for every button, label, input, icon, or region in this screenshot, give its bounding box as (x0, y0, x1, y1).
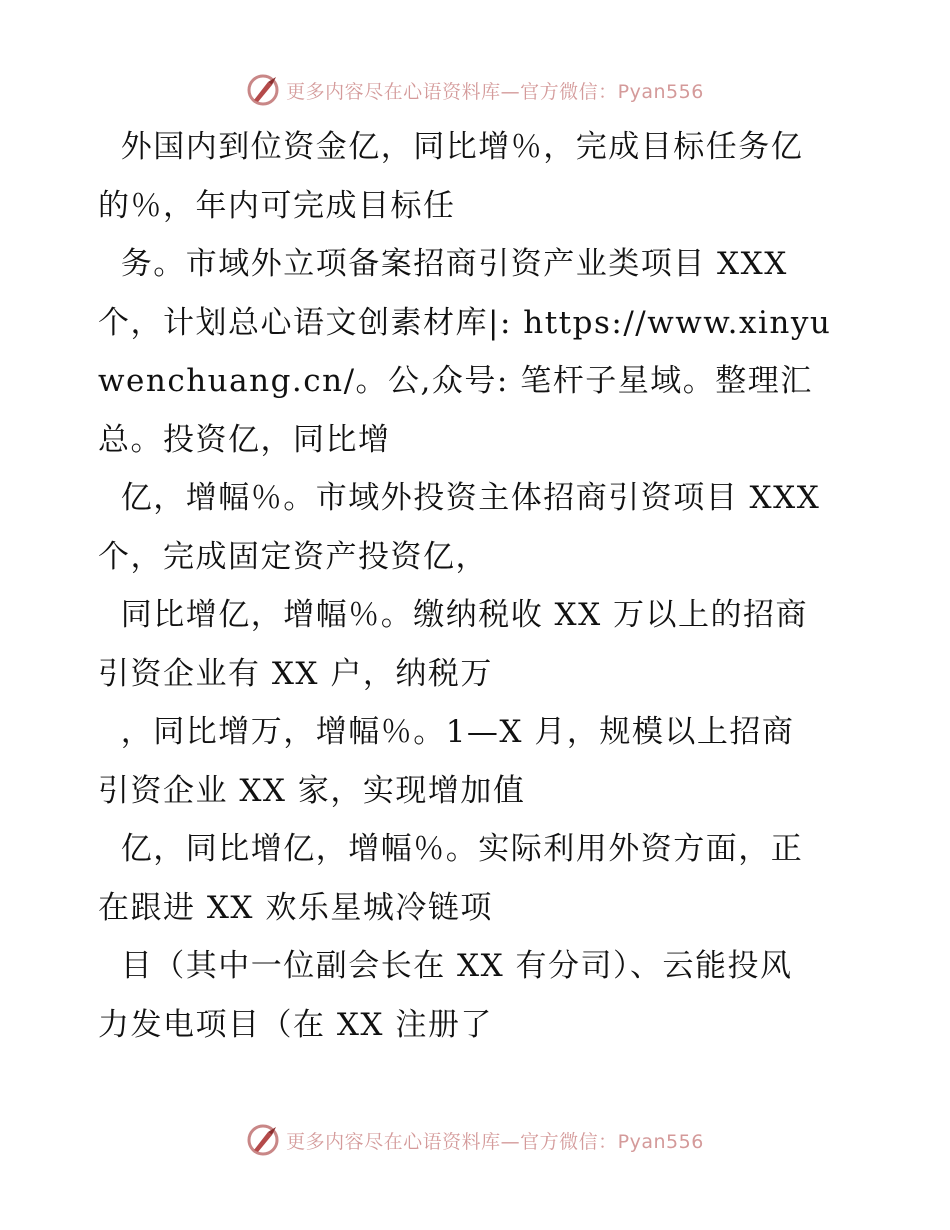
body-line: 同比增亿，增幅％。缴纳税收 XX 万以上的招商 (98, 597, 809, 633)
body-line: 亿，增幅％。市域外投资主体招商引资项目 XXX (98, 480, 821, 516)
body-line: 亿，同比增亿，增幅％。实际利用外资方面，正 (98, 831, 804, 867)
body-line: 引资企业有 XX 户，纳税万 (98, 655, 493, 692)
body-line: 总。投资亿，同比增 (98, 421, 391, 458)
body-line: wenchuang.cn/。公,众号: 笔杆子星域。整理汇 (98, 363, 813, 399)
header-banner (0, 70, 950, 110)
header-banner-text: 更多内容尽在心语资料库—官方微信：Pyan556 (286, 80, 704, 103)
footer-banner (0, 1120, 950, 1160)
document-body (98, 118, 858, 1054)
body-line: 力发电项目（在 XX 注册了 (98, 1006, 493, 1043)
body-line: 目（其中一位副会长在 XX 有分司）、云能投风 (98, 948, 793, 984)
body-line: 务。市域外立项备案招商引资产业类项目 XXX (98, 246, 788, 282)
body-line: 个，计划总心语文创素材库|: https://www.xinyu (98, 304, 832, 341)
feather-pen-circle-icon (246, 73, 280, 107)
body-line: 外国内到位资金亿，同比增％，完成目标任务亿 (98, 129, 804, 165)
body-line: 引资企业 XX 家，实现增加值 (98, 772, 526, 809)
body-line: 个，完成固定资产投资亿， (98, 538, 488, 575)
body-line: 在跟进 XX 欢乐星城冷链项 (98, 889, 493, 926)
footer-banner-text: 更多内容尽在心语资料库—官方微信：Pyan556 (286, 1130, 704, 1153)
body-line: 的％，年内可完成目标任 (98, 187, 456, 224)
feather-pen-circle-icon (246, 1123, 280, 1157)
body-line: ，同比增万，增幅％。1—X 月，规模以上招商 (98, 714, 795, 750)
